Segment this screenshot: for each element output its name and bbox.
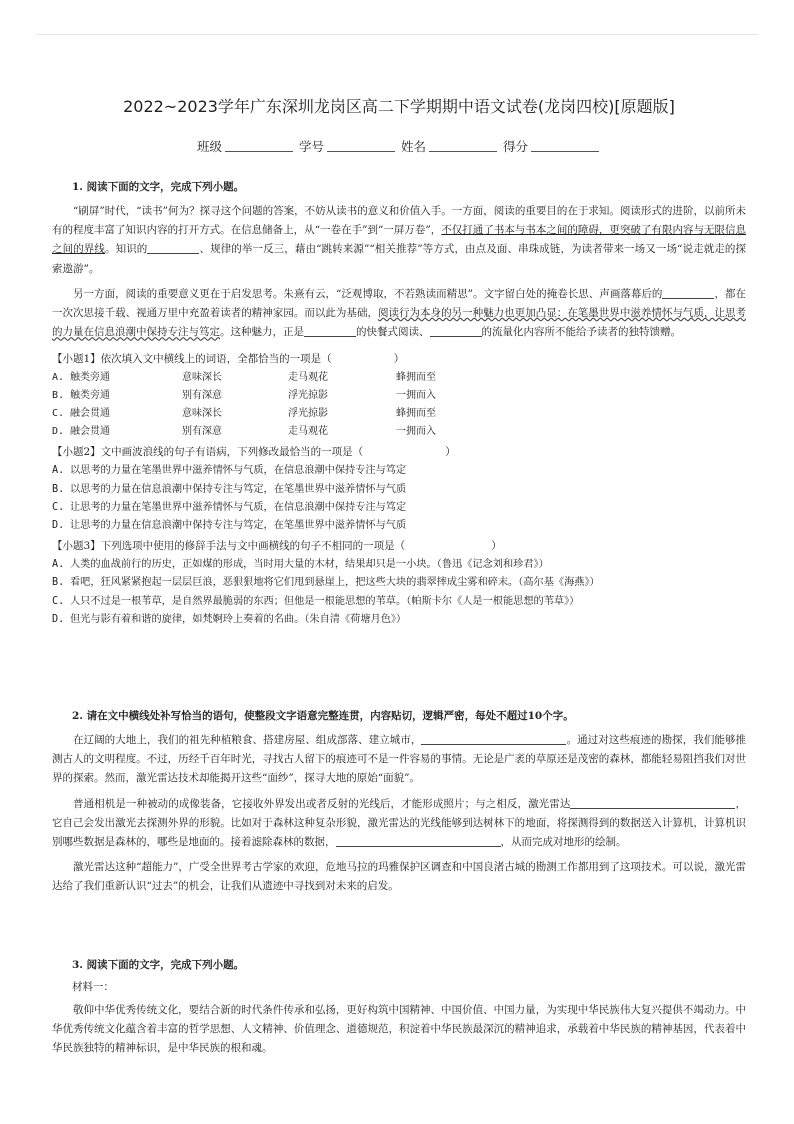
question-2-paragraph-2: 普通相机是一种被动的成像装备，它接收外界发出或者反射的光线后，才能形成照片；与之相反，激光雷达 ，它自己会发出激光去探测外界的形貌。比如对于森林这种复杂形貌，激光雷达的光线能够到达树林下的地面，将探测得到的数据送入计算机，计算机识别哪些数据是森林的，哪些是地面的。接着滤除森林的数据， ，从而完成对地形的绘制。 [52, 797, 747, 849]
question-2-paragraph-3: 激光雷达这种“超能力”，广受全世界考古学家的欢迎，危地马拉的玛雅保护区调查和中国良渚古城的勘测工作都用到了这项技术。可以说，激光雷达给了我们重新认识“过去”的机会，让我们从遗迹中寻找到对未来的启发。 [52, 861, 746, 893]
material-label: 材料一： [72, 981, 114, 993]
question-3 [52, 957, 746, 1059]
option-row[interactable]: B. 看吧，狂风紧紧抱起一层层巨浪，恶狠狠地将它们甩到悬崖上，把这些大块的翡翠摔成尘雾和碎末。（高尔基《海燕》） [52, 577, 600, 589]
blank-answer-3[interactable] [336, 834, 501, 847]
student-id-blank[interactable] [327, 139, 395, 152]
blank-3[interactable] [304, 324, 356, 337]
question-2-paragraph-1: 在辽阔的大地上，我们的祖先种植粮食、搭建房屋、组成部落、建立城市， 。通过对这些痕迹的勘探，我们能够推测古人的文明程度。不过，历经千百年时光，寻找古人留下的痕迹可不是一件容易的事情。无论是广袤的草原还是茂密的森林，都能轻易阻挡我们对世界的探索。然而，激光雷达技术却能揭开这些“面纱”，探寻大地的原始“面貌”。 [52, 734, 747, 785]
question-1-paragraph-1: “刷屏”时代，“读书”何为？探寻这个问题的答案，不妨从读书的意义和价值入手。一方面，阅读的重要目的在于求知。阅读形式的进阶，以前所未有的程度丰富了知识内容的打开方式。在信息储备上，从“一卷在手”到“一屏万卷”，不仅打通了书本与书本之间的障碍，更突破了有限内容与无限信息之间的界线。知识的 、规律的举一反三，藉由“跳转来源”“相关推荐”等方式，由点及面、串珠成链，为读者带来一场又一场“说走就走的探索遨游”。 [52, 205, 747, 275]
class-label: 班级 [196, 139, 222, 154]
option-row[interactable]: A. 以思考的力量在笔墨世界中滋养情怀与气质，在信息浪潮中保持专注与笃定 [52, 465, 407, 477]
question-1 [52, 179, 746, 629]
question-3-paragraph-1: 敬仰中华优秀传统文化，要结合新的时代条件传承和弘扬，更好构筑中国精神、中国价值、中国力量，为实现中华民族伟大复兴提供不竭动力。中华优秀传统文化蕴含着丰富的哲学思想、人文精神、价值理念、道德规范，积淀着中华民族最深沉的精神追求，承载着中华民族的精神基因，代表着中华民族独特的精神标识，是中华民族的根和魂。 [52, 1004, 746, 1055]
blank-4[interactable] [430, 324, 482, 337]
sub-question-2-options [52, 462, 746, 535]
class-blank[interactable] [225, 139, 293, 152]
option-row[interactable]: A. 人类的血战前行的历史，正如煤的形成，当时用大量的木材，结果却只是一小块。（鲁迅《记念刘和珍君》） [52, 559, 549, 571]
name-label: 姓名 [400, 139, 426, 154]
name-blank[interactable] [429, 139, 497, 152]
question-1-paragraph-2: 另一方面，阅读的重要意义更在于启发思考。朱熹有云，“泛观博取，不若熟读而精思”。文字留白处的掩卷长思、声画落幕后的 ，都在一次次思接千载、视通万里中充盈着读者的精神家园。而以此为基础，阅读行为本身的另一种魅力也更加凸显：在笔墨世界中滋养情怀与气质，让思考的力量在信息浪潮中保持专注与笃定。这种魅力，正是 的快餐式阅读、 的流量化内容所不能给予读者的独特馈赠。 [52, 287, 747, 339]
option-row[interactable]: C. 人只不过是一根苇草，是自然界最脆弱的东西；但他是一根能思想的苇草。（帕斯卡尔《人是一根能思想的苇草》） [52, 595, 580, 607]
blank-answer-2[interactable] [570, 796, 735, 809]
sub-question-1: 【小题1】依次填入文中横线上的词语，全都恰当的一项是（ ） [52, 353, 405, 366]
sub-question-2: 【小题2】文中画波浪线的句子有语病，下列修改最恰当的一项是（ ） [52, 446, 456, 459]
page-title: 2022~2023学年广东深圳龙岗区高二下学期期中语文试卷(龙岗四校)[原题版] [123, 97, 675, 116]
option-row[interactable]: B. 触类旁通 别有深意 浮光掠影 一拥而入 [52, 390, 436, 402]
top-rule [36, 34, 758, 35]
option-row[interactable]: C. 融会贯通 意味深长 浮光掠影 蜂拥而至 [52, 408, 436, 420]
blank-answer-1[interactable] [421, 732, 566, 745]
option-row[interactable]: D. 融会贯通 别有深意 走马观花 一拥而入 [52, 426, 436, 438]
option-row[interactable]: B. 以思考的力量在信息浪潮中保持专注与笃定，在笔墨世界中滋养情怀与气质 [52, 483, 407, 495]
sub-question-1-options [52, 369, 746, 441]
option-row[interactable]: A. 触类旁通 意味深长 走马观花 蜂拥而至 [52, 372, 436, 384]
blank-1[interactable] [147, 241, 199, 254]
sub-question-3: 【小题3】下列选项中使用的修辞手法与文中画横线的句子不相同的一项是（ ） [52, 540, 502, 553]
question-2-heading: 2. 请在文中横线处补写恰当的语句，使整段文字语意完整连贯，内容贴切，逻辑严密，每处不超过10个字。 [72, 710, 574, 722]
student-id-label: 学号 [298, 139, 324, 154]
sub-question-3-options [52, 556, 746, 629]
underlined-sentence: 不仅打通了书本与书本之间的障碍，更突破了有限内容与无限信息之间的界线 [52, 224, 746, 256]
student-info-row [52, 137, 746, 155]
wavy-underlined-sentence: 阅读行为本身的另一种魅力也更加凸显：在笔墨世界中滋养情怀与气质，让思考的力量在信息浪潮中保持专注与笃定 [52, 307, 747, 339]
option-row[interactable]: D. 但光与影有着和谐的旋律，如梵婀玲上奏着的名曲。（朱自清《荷塘月色》） [52, 613, 407, 625]
option-row[interactable]: C. 让思考的力量在笔墨世界中滋养情怀与气质，在信息浪潮中保持专注与笃定 [52, 501, 407, 513]
question-3-heading: 3. 阅读下面的文字，完成下列小题。 [72, 959, 245, 971]
score-blank[interactable] [531, 139, 599, 152]
question-2 [52, 708, 746, 897]
score-label: 得分 [502, 139, 528, 154]
question-1-heading: 1. 阅读下面的文字，完成下列小题。 [72, 181, 245, 193]
option-row[interactable]: D. 让思考的力量在信息浪潮中保持专注与笃定，在笔墨世界中滋养情怀与气质 [52, 520, 407, 532]
blank-2[interactable] [662, 286, 714, 299]
